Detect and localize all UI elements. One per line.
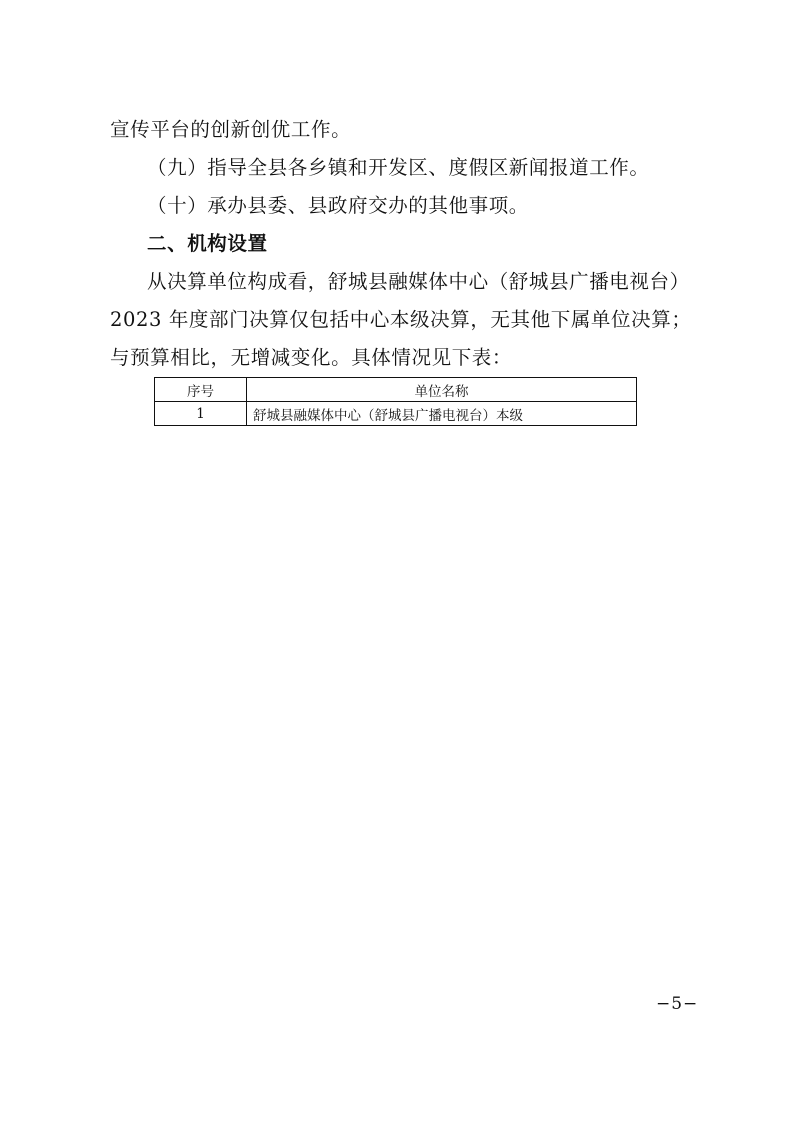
list-item-ten: （十）承办县委、县政府交办的其他事项。 <box>147 194 529 217</box>
unit-table <box>154 377 637 426</box>
paragraph-line: 宣传平台的创新创优工作。 <box>110 118 352 141</box>
paragraph-line: 与预算相比，无增减变化。具体情况见下表： <box>110 346 513 369</box>
list-item-nine: （九）指导全县各乡镇和开发区、度假区新闻报道工作。 <box>147 156 650 179</box>
paragraph-line: 从决算单位构成看，舒城县融媒体中心（舒城县广播电视台） <box>147 270 690 293</box>
table-row <box>155 402 637 426</box>
section-heading: 二、机构设置 <box>147 232 268 255</box>
paragraph-line: 2023 年度部门决算仅包括中心本级决算，无其他下属单位决算； <box>110 308 692 331</box>
cell-unit-name: 舒城县融媒体中心（舒城县广播电视台）本级 <box>247 402 637 426</box>
column-header-unit-name: 单位名称 <box>247 378 637 402</box>
page-number: −5− <box>656 994 699 1014</box>
table-header-row <box>155 378 637 402</box>
cell-number: 1 <box>155 402 247 426</box>
column-header-number: 序号 <box>155 378 247 402</box>
